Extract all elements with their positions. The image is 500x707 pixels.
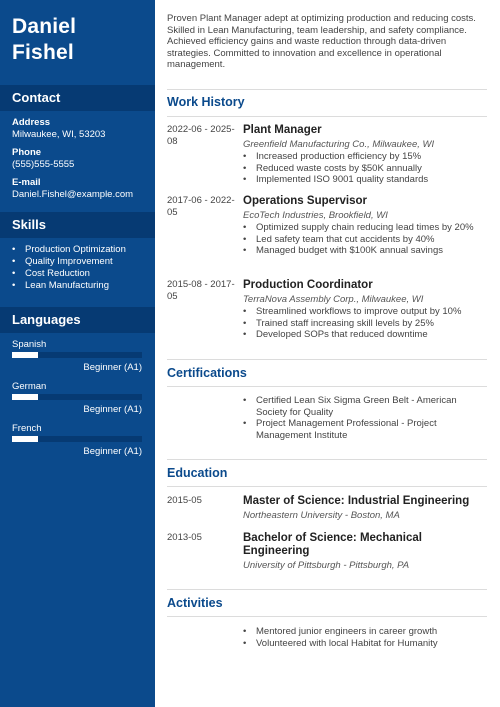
bullet-icon: • <box>243 317 247 329</box>
list-item <box>12 256 152 268</box>
languages-heading: Languages <box>0 307 155 333</box>
list-item <box>243 318 487 330</box>
bullet-text: Increased production efficiency by 15% <box>256 151 422 162</box>
language-level: Beginner (A1) <box>83 362 142 373</box>
summary-text: Proven Plant Manager adept at optimizing production and reducing costs. Skilled in Lean Manufacturing, team leadership, and safety compliance. Achieved efficiency gains and waste reduction through data-driven strategies. Committed to innovation and excellence in operational management. <box>167 13 476 71</box>
section-divider <box>167 459 487 460</box>
bullet-icon: • <box>243 245 247 257</box>
certification-bullets <box>243 395 487 441</box>
job-bullets <box>243 306 487 341</box>
bullet-icon: • <box>243 174 247 186</box>
list-item <box>243 329 487 341</box>
bullet-icon: • <box>243 222 247 233</box>
last-name: Fishel <box>12 41 74 64</box>
bullet-icon: • <box>243 233 247 245</box>
list-item <box>243 418 487 441</box>
list-item <box>243 163 487 175</box>
skill-label: Production Optimization <box>25 244 126 255</box>
school-name: Northeastern University - Boston, MA <box>243 510 400 521</box>
language-level: Beginner (A1) <box>83 404 142 415</box>
address-label: Address <box>12 117 51 128</box>
certification-text: Project Management Professional - Project Management Institute <box>256 418 437 441</box>
school-name: University of Pittsburgh - Pittsburgh, PA <box>243 560 410 571</box>
bullet-text: Optimized supply chain reducing lead times by 20% <box>256 222 474 233</box>
activity-text: Volunteered with local Habitat for Humanity <box>256 637 438 649</box>
bullet-icon: • <box>243 637 247 649</box>
section-divider <box>167 116 487 117</box>
proficiency-fill <box>12 436 38 442</box>
contact-details <box>12 117 152 207</box>
section-divider <box>167 486 487 487</box>
bullet-text: Streamlined workflows to improve output by 10% <box>256 306 462 317</box>
job-bullets <box>243 222 487 257</box>
candidate-name <box>0 0 155 66</box>
education-heading: Education <box>167 466 228 480</box>
section-divider <box>167 359 487 360</box>
bullet-icon: • <box>243 395 247 406</box>
language-item <box>12 339 142 374</box>
bullet-icon: • <box>243 329 247 341</box>
section-divider <box>167 616 487 617</box>
certifications-heading: Certifications <box>167 366 247 380</box>
address-value: Milwaukee, WI, 53203 <box>12 129 106 140</box>
degree-title: Bachelor of Science: Mechanical Engineering <box>243 532 422 557</box>
first-name: Daniel <box>12 15 77 38</box>
language-item <box>12 423 142 458</box>
job-org: TerraNova Assembly Corp., Milwaukee, WI <box>243 294 424 305</box>
contact-heading: Contact <box>0 85 155 111</box>
language-level: Beginner (A1) <box>83 446 142 457</box>
proficiency-bar <box>12 436 142 442</box>
degree-title: Master of Science: Industrial Engineering <box>243 495 470 507</box>
bullet-icon: • <box>12 256 16 267</box>
list-item <box>243 151 487 163</box>
bullet-icon: • <box>243 306 247 317</box>
job-title: Operations Supervisor <box>243 195 367 207</box>
job-bullets <box>243 151 487 186</box>
education-date: 2013-05 <box>167 532 202 543</box>
email-label: E-mail <box>12 177 41 188</box>
language-name: Spanish <box>12 339 47 350</box>
languages-list <box>12 339 142 465</box>
proficiency-bar <box>12 352 142 358</box>
skills-list <box>12 244 152 292</box>
bullet-icon: • <box>243 162 247 174</box>
job-title: Production Coordinator <box>243 279 373 291</box>
bullet-text: Developed SOPs that reduced downtime <box>256 329 428 341</box>
list-item <box>12 268 152 280</box>
activities-heading: Activities <box>167 596 223 610</box>
work-history-heading: Work History <box>167 95 245 109</box>
bullet-icon: • <box>12 280 16 291</box>
list-item <box>243 638 487 650</box>
bullet-icon: • <box>12 244 16 255</box>
skill-label: Lean Manufacturing <box>25 280 109 291</box>
list-item <box>243 306 487 318</box>
section-divider <box>167 89 487 90</box>
activity-text: Mentored junior engineers in career growth <box>256 626 438 637</box>
bullet-text: Led safety team that cut accidents by 40% <box>256 233 435 245</box>
education-date: 2015-05 <box>167 495 202 506</box>
bullet-text: Managed budget with $100K annual savings <box>256 245 443 257</box>
bullet-icon: • <box>243 418 247 430</box>
list-item <box>243 626 487 638</box>
list-item <box>243 222 487 234</box>
language-name: French <box>12 423 42 434</box>
job-title: Plant Manager <box>243 124 322 136</box>
bullet-text: Reduced waste costs by $50K annually <box>256 162 422 174</box>
proficiency-bar <box>12 394 142 400</box>
job-dates: 2017-06 - 2022-05 <box>167 195 235 218</box>
language-item <box>12 381 142 416</box>
section-divider <box>167 386 487 387</box>
phone-value: (555)555-5555 <box>12 159 75 170</box>
list-item <box>243 174 487 186</box>
proficiency-fill <box>12 352 38 358</box>
proficiency-fill <box>12 394 38 400</box>
job-org: Greenfield Manufacturing Co., Milwaukee, WI <box>243 139 435 150</box>
certification-text: Certified Lean Six Sigma Green Belt - American Society for Quality <box>256 395 457 418</box>
main-content <box>167 0 487 71</box>
email-value: Daniel.Fishel@example.com <box>12 189 134 200</box>
language-name: German <box>12 381 47 392</box>
skills-heading: Skills <box>0 212 155 238</box>
bullet-icon: • <box>243 151 247 162</box>
phone-label: Phone <box>12 147 42 158</box>
bullet-text: Implemented ISO 9001 quality standards <box>256 174 429 186</box>
bullet-text: Trained staff increasing skill levels by 25% <box>256 317 434 329</box>
section-divider <box>167 589 487 590</box>
list-item <box>243 245 487 257</box>
skill-label: Quality Improvement <box>25 256 113 267</box>
job-dates: 2022-06 - 2025-08 <box>167 124 235 147</box>
job-dates: 2015-08 - 2017-05 <box>167 279 235 302</box>
bullet-icon: • <box>243 626 247 637</box>
job-org: EcoTech Industries, Brookfield, WI <box>243 210 388 221</box>
list-item <box>243 234 487 246</box>
sidebar <box>0 0 155 707</box>
activity-bullets <box>243 626 487 649</box>
skill-label: Cost Reduction <box>25 268 90 279</box>
list-item <box>12 244 152 256</box>
bullet-icon: • <box>12 268 16 279</box>
list-item <box>12 280 152 292</box>
list-item <box>243 395 487 418</box>
